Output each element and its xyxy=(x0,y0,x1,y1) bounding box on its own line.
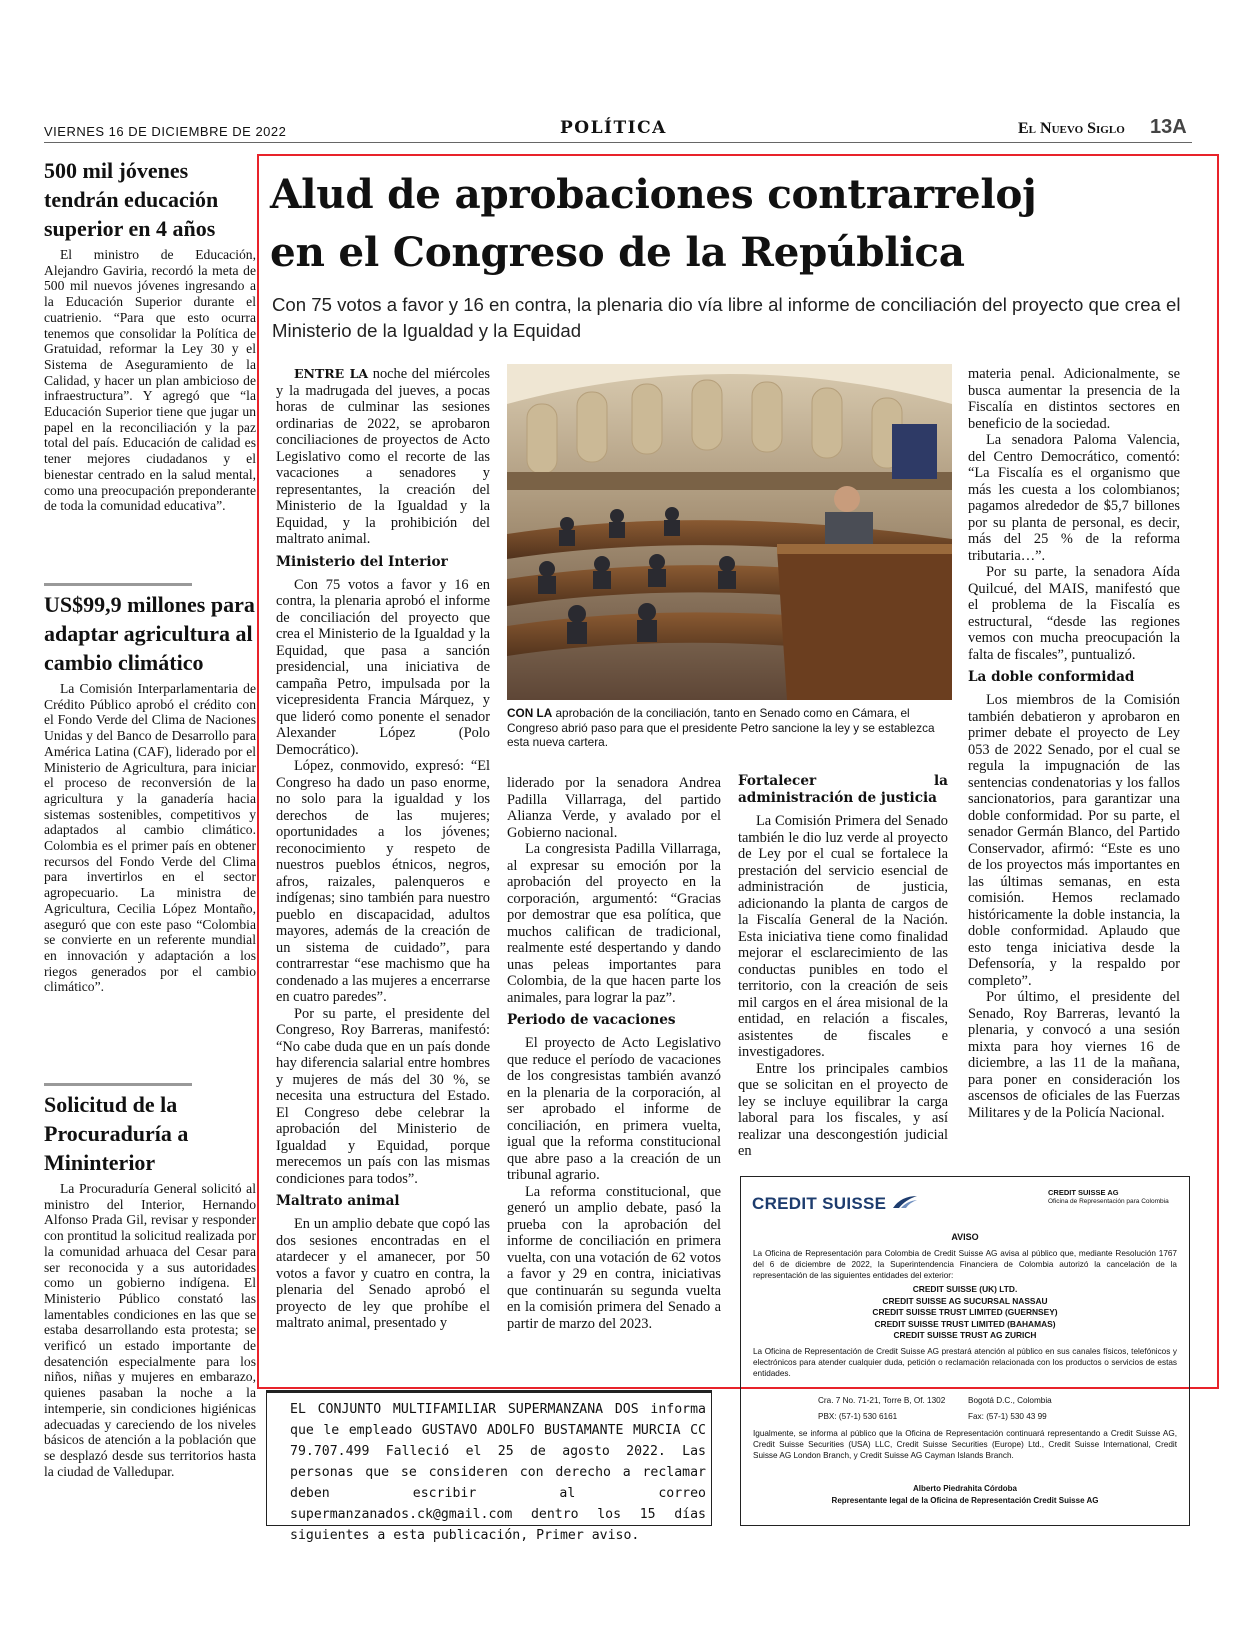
subheading-justicia: Fortalecer la administración de justicia xyxy=(738,773,948,806)
article-column-1 xyxy=(276,366,490,1332)
ad-signer-title: Representante legal de la Oficina de Representación Credit Suisse AG xyxy=(831,1496,1099,1505)
paragraph: La reforma constitucional, que generó un amplio debate, pasó la prueba con la aprobación del informe de conciliación en primera vuelta, con una votación de 62 votos a favor y 29 en contra, iniciativas que continuarán su segunda vuelta en la comisión primera del Senado a partir de marzo del 2023. xyxy=(507,1183,721,1332)
classified-notice-text: EL CONJUNTO MULTIFAMILIAR SUPERMANZANA DOS informa que le empleado GUSTAVO ADOLFO BUSTAMANTE MURCIA CC 79.707.499 Falleció el 25 de agosto 2022. Las personas que se consideren con derecho a reclamar deben escribir al correo supermanzanados.ck@gmail.com dentro los 15 días siguientes a esta publicación, Primer aviso. xyxy=(290,1402,706,1543)
paragraph: En un amplio debate que copó las dos sesiones encontradas en el atardecer y el amanecer, por 50 votos a favor y cuatro en contra, la plenaria del Senado aprobó el proyecto de ley que prohíbe el maltrato animal, presentado y xyxy=(276,1216,490,1331)
main-headline-line2: en el Congreso de la República xyxy=(270,228,965,276)
paragraph: López, conmovido, expresó: “El Congreso ha dado un paso enorme, no solo para la igualdad y los derechos de las mujeres; oportunidades a los jóvenes; reconocimiento y respeto de nuestros pueblos étnicos, negros, afros, raizales, palenqueros e indígenas; sino también para nuestro pueblo en discapacidad, adultos mayores, además de la creación de un sistema de cuidado”, para contrarrestar “ese machismo que ha condenado a las mujeres a encerrarse en cuatro paredes”. xyxy=(276,758,490,1005)
congress-photo xyxy=(507,364,952,700)
caption-text: aprobación de la conciliación, tanto en Senado como en Cámara, el Congreso abrió paso para que el presidente Petro sancione la ley y se establezca esta nueva cartera. xyxy=(507,706,935,749)
paragraph: Por su parte, el presidente del Congreso, Roy Barreras, manifestó: “No cabe duda que en un país donde hay diferencia salarial entre hombres y mujeres de más del 30 %, se necesita una estructura del Estado. El Congreso debe celebrar la aprobación del Ministerio de Igualdad y Equidad, porque merecemos un país con las mismas condiciones para todos”. xyxy=(276,1005,490,1187)
main-headline-line1: Alud de aprobaciones contrarreloj xyxy=(270,170,1037,218)
paragraph: noche del miércoles y la madrugada del jueves, a pocas horas de culminar las sesiones ordinarias de 2022, se aprobaron conciliaciones de proyectos de Acto Legislativo como el recorte de las vacaciones a senadores y representantes, la creación del Ministerio de la Igualdad y la Equidad, y la prohibición del maltrato animal. xyxy=(276,366,490,547)
paragraph: liderado por la senadora Andrea Padilla Villarraga, del partido Alianza Verde, y avalado por el Gobierno nacional. xyxy=(507,775,721,841)
sails-icon xyxy=(891,1194,919,1210)
ad-entity-name: CREDIT SUISSE AG xyxy=(1048,1188,1119,1197)
paragraph: La congresista Padilla Villarraga, al expresar su emoción por la aprobación del proyecto en la corporación, argumentó: “Gracias por demostrar que esa política, que muchos califican de tradicional, realmente esté despertando y dando unas peleas importantes para Colombia, de la que hacen parte los animales, para lograr la paz”. xyxy=(507,841,721,1006)
photo-caption xyxy=(507,706,952,750)
ad-entity-office: Oficina de Representación para Colombia xyxy=(1048,1198,1169,1205)
brief-education xyxy=(44,156,256,514)
brief-education-headline: 500 mil jóvenes tendrán educación superior en 4 años xyxy=(44,158,219,241)
subheading-conformidad: La doble conformidad xyxy=(968,669,1135,685)
ad-entity-list xyxy=(740,1284,1190,1342)
paragraph: La senadora Paloma Valencia, del Centro Democrático, comentó: “La Fiscalía es el organismo que más les cuesta a los colombianos; pagamos alrededor de $5,7 billones por su planta de personal, es decir, más del 25 % de la reforma tributaria…”. xyxy=(968,432,1180,564)
ad-title: AVISO xyxy=(951,1232,979,1242)
paragraph: Con 75 votos a favor y 16 en contra, la plenaria aprobó el informe de conciliación del proyecto que crea el Ministerio de la Igualdad y la Equidad, que pasa a sanción presidencial, una iniciativa de campaña Petro, impulsada por la vicepresidenta Francia Márquez, y que lideró como ponente el senador Alexander López (Polo Democrático). xyxy=(276,576,490,758)
main-headline xyxy=(270,165,1200,281)
brief-divider xyxy=(44,583,192,586)
paragraph: Los miembros de la Comisión también debatieron y aprobaron en primer debate el proyecto de Ley 053 de 2022 Senado, por el cual se regula la impugnación de las sentencias condenatorias y los fallos sancionatorios, para garantizar una doble conformidad. Por su parte, el senador Germán Blanco, del Partido Conservador, afirmó: “Este es uno de los proyectos más importantes en las últimas semanas, en esta comisión. Hemos reclamado históricamente la doble instancia, la doble conformidad. Aplaudo que esto tenga iniciativa desde la Defensoría, y la respaldo por completo”. xyxy=(968,692,1180,989)
ad-entity: CREDIT SUISSE (UK) LTD. xyxy=(912,1284,1018,1294)
paragraph: Entre los principales cambios que se solicitan en el proyecto de ley se incluye equilibrar la carga laboral para los fiscales, y así realizar una descongestión judicial en xyxy=(738,1060,948,1159)
brief-agriculture-body: La Comisión Interparlamentaria de Crédito Público aprobó el crédito con el Fondo Verde del Clima de Naciones Unidas y del Banco de Desarrollo para América Latina (CAF), liderado por el Ministerio de Agricultura, para iniciar el proceso de reconversión de la agricultura y la ganadería hacia sistemas sostenibles, competitivos y adaptados al cambio climático. Colombia es el primer país en obtener recursos del Fondo Verde del Clima para invertirlos en el sector agropecuario. La ministra de Agricultura, Cecilia López Montaño, aseguró que con este paso “Colombia se convierte en un referente mundial en innovación y adaptación a los riegos generados por el cambio climático”. xyxy=(44,681,256,995)
congress-chamber-image xyxy=(507,364,952,700)
paragraph: Por su parte, la senadora Aída Quilcué, del MAIS, manifestó que el problema de la Fiscalía es estructural, “desde las regiones vemos con mucha preocupación la falta de fiscales”, puntualizó. xyxy=(968,564,1180,663)
main-subhead: Con 75 votos a favor y 16 en contra, la plenaria dio vía libre al informe de conciliación del proyecto que crea el Ministerio de la Igualdad y la Equidad xyxy=(272,294,1181,341)
ad-entity: CREDIT SUISSE TRUST AG ZURICH xyxy=(893,1330,1037,1340)
logo-text: CREDIT SUISSE xyxy=(752,1194,887,1213)
paragraph: La Comisión Primera del Senado también le dio luz verde al proyecto de Ley por el cual se fortalece la prestación del servicio esencial de administración de justicia, adicionando la planta de cargos de la Fiscalía General de la Nación. Esta iniciativa tiene como finalidad mejorar el esclarecimiento de las conductas punibles en todo el territorio, con la creación de seis mil cargos en el área misional de la entidad, en relación a fiscales, asistentes de fiscales e investigadores. xyxy=(738,813,948,1060)
ad-paragraph-3: Igualmente, se informa al público que la Oficina de Representación continuará representando a Credit Suisse AG, Credit Suisse Securities (USA) LLC, Credit Suisse Securities (Europe) Ltd., Credit Suisse International, Credit Suisse AG London Branch, y Credit Suisse AG Cayman Islands Branch. xyxy=(753,1429,1177,1461)
article-column-2 xyxy=(507,775,721,1332)
paragraph: materia penal. Adicionalmente, se busca aumentar la presencia de la Fiscalía en distintos sectores en beneficio de la sociedad. xyxy=(968,366,1180,432)
brief-procuraduria-body: La Procuraduría General solicitó al ministro del Interior, Hernando Alfonso Prada Gil, revisar y responder con prontitud la solicitud realizada por la comunidad arhuaca del Cesar para ser reconocida y a sus autoridades como un gobierno indígena. El Ministerio Público constató las lamentables condiciones en las que se estaba desarrollando esta protesta; se verificó un estado importante de desatención especialmente para los niños, niñas y mujeres en embarazo, quienes pasaban la noche a la intemperie, sin condiciones higiénicas adecuadas y careciendo de los niveles básicos de atención a la población que se desplazó desde sus territorios hasta la ciudad de Valledupar. xyxy=(44,1181,256,1479)
brief-agriculture xyxy=(44,590,256,995)
brief-procuraduria-headline: Solicitud de la Procuraduría a Mininterior xyxy=(44,1092,189,1175)
subheading-vacaciones: Periodo de vacaciones xyxy=(507,1012,676,1028)
caption-lead: CON LA xyxy=(507,706,553,720)
ad-signer: Alberto Piedrahita Córdoba xyxy=(912,1484,1017,1493)
issue-date: VIERNES 16 DE DICIEMBRE DE 2022 xyxy=(44,124,287,139)
brief-divider xyxy=(44,1083,192,1086)
page-number: 13A xyxy=(1150,116,1187,138)
subheading-maltrato: Maltrato animal xyxy=(276,1193,400,1209)
ad-intro: La Oficina de Representación para Colombia de Credit Suisse AG avisa al público que, mediante Resolución 1767 del 6 de diciembre de 2022, la Superintendencia Financiera de Colombia autorizó la cancelación de la representación de las siguientes entidades del exterior: xyxy=(753,1249,1177,1281)
brief-education-body: El ministro de Educación, Alejandro Gaviria, recordó la meta de 500 mil nuevos jóvenes ingresando a la Educación Superior durante el cuatrienio. “Para que esto ocurra tenemos que consolidar la Política de Gratuidad, reformar la Ley 30 y el Sistema de Aseguramiento de la Calidad, y hacer un plan ambicioso de infraestructura”. Y agregó que “la Educación Superior tiene que jugar un papel en la reconciliación y la paz total del país. Educación de calidad es tener mejores ciudadanos y el bienestar centrado en la salud mental, como una preocupación preponderante de toda la comunidad educativa”. xyxy=(44,247,256,514)
article-column-3 xyxy=(738,773,948,1160)
ad-address: Cra. 7 No. 71-21, Torre B, Of. 1302 xyxy=(818,1396,946,1405)
ad-phone: PBX: (57-1) 530 6161 xyxy=(818,1412,898,1421)
ad-paragraph-2: La Oficina de Representación de Credit Suisse AG prestará atención al público en sus canales físicos, telefónicos y electrónicos para atender cualquier duda, petición o reclamación relacionada con los productos o servicios de estas entidades. xyxy=(753,1347,1177,1379)
brief-agriculture-headline: US$99,9 millones para adaptar agricultura al cambio climático xyxy=(44,592,255,675)
ad-entity: CREDIT SUISSE AG SUCURSAL NASSAU xyxy=(882,1295,1048,1306)
newspaper-name: El Nuevo Siglo xyxy=(1018,120,1125,137)
paragraph: Por último, el presidente del Senado, Roy Barreras, levantó la plenaria, y convocó a una sesión mixta para hoy viernes 16 de diciembre, a las 11 de la mañana, para poner en consideración los ascensos de oficiales de las Fuerzas Militares y de la Policía Nacional. xyxy=(968,989,1180,1121)
ad-entity: CREDIT SUISSE TRUST LIMITED (BAHAMAS) xyxy=(874,1318,1056,1329)
ad-city: Bogotá D.C., Colombia xyxy=(968,1396,1052,1405)
ad-entity: CREDIT SUISSE TRUST LIMITED (GUERNSEY) xyxy=(872,1307,1058,1317)
paragraph: El proyecto de Acto Legislativo que reduce el período de vacaciones de los congresistas también avanzó en la plenaria de la corporación, al ser aprobado el informe de conciliación, en primera vuelta, igual que la reforma constitucional que abre paso a la creación de un tribunal agrario. xyxy=(507,1035,721,1183)
ad-fax: Fax: (57-1) 530 43 99 xyxy=(968,1412,1047,1421)
lead-in: ENTRE LA xyxy=(294,366,369,381)
subheading-ministerio: Ministerio del Interior xyxy=(276,553,448,570)
article-column-4 xyxy=(968,366,1180,1121)
section-title: POLÍTICA xyxy=(560,118,667,138)
credit-suisse-logo xyxy=(752,1194,919,1214)
brief-procuraduria xyxy=(44,1090,256,1479)
header-rule xyxy=(44,142,1192,143)
